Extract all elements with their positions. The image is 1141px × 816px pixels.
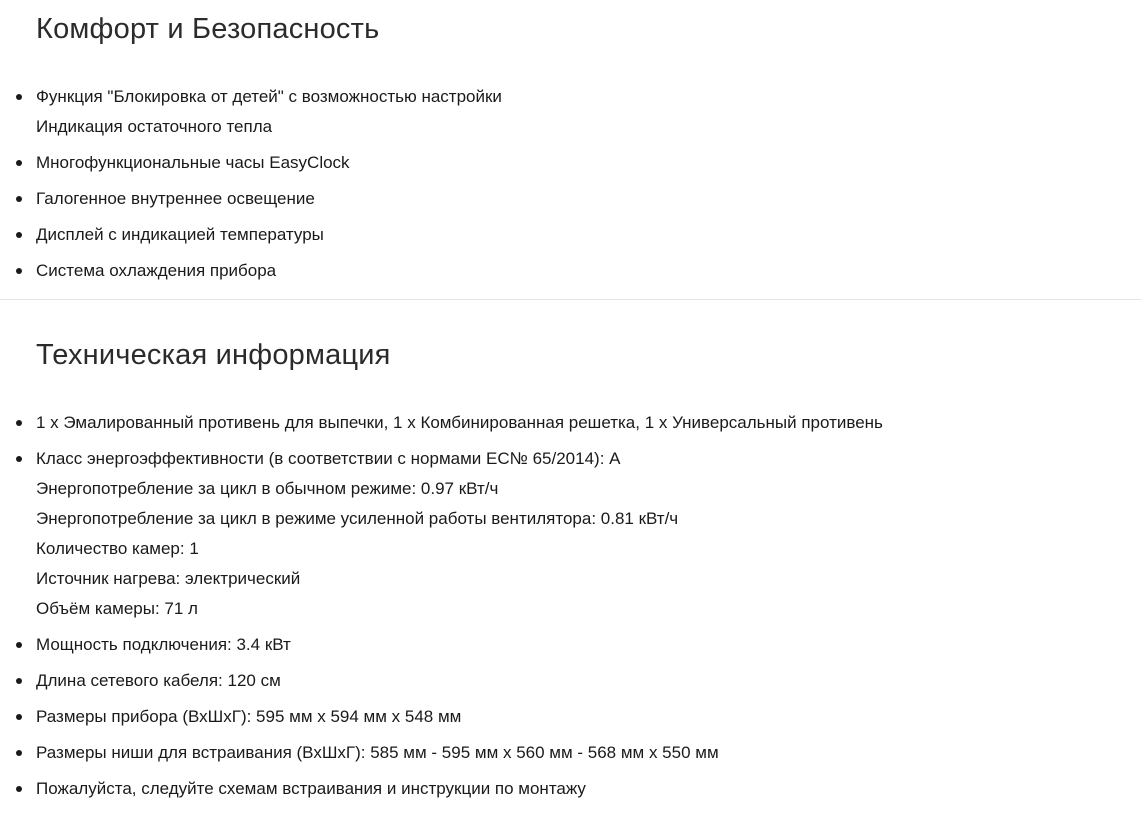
list-item — [36, 774, 1121, 804]
list-item-line: 1 x Эмалированный противень для выпечки, 1 x Комбинированная решетка, 1 x Универсальный противень — [36, 413, 883, 432]
list-item — [36, 738, 1121, 768]
list-item-line: Система охлаждения прибора — [36, 261, 277, 280]
list-item-line: Функция "Блокировка от детей" с возможностью настройки — [36, 87, 502, 106]
list-item-line: Пожалуйста, следуйте схемам встраивания и инструкции по монтажу — [36, 779, 586, 798]
list-item — [36, 184, 1121, 214]
list-item-line: Размеры ниши для встраивания (ВхШхГ): 585 мм - 595 мм x 560 мм - 568 мм x 550 мм — [36, 743, 719, 762]
list-item-line: Длина сетевого кабеля: 120 см — [36, 671, 281, 690]
list-item-line: Количество камер: 1 — [36, 539, 199, 558]
comfort-safety-feature-list — [0, 82, 1141, 286]
list-item-line: Объём камеры: 71 л — [36, 599, 198, 618]
list-item — [36, 220, 1121, 250]
technical-info-feature-list — [0, 408, 1141, 804]
section-title-technical-info: Техническая информация — [36, 339, 391, 371]
list-item — [36, 702, 1121, 732]
list-item — [36, 408, 1121, 438]
list-item-line: Галогенное внутреннее освещение — [36, 189, 315, 208]
section-technical-info — [0, 336, 1141, 804]
list-item-line: Источник нагрева: электрический — [36, 569, 301, 588]
list-item — [36, 444, 1121, 624]
section-divider — [0, 299, 1141, 300]
list-item-line: Индикация остаточного тепла — [36, 117, 273, 136]
list-item — [36, 256, 1121, 286]
list-item — [36, 666, 1121, 696]
list-item-line: Дисплей с индикацией температуры — [36, 225, 324, 244]
list-item-line: Многофункциональные часы EasyClock — [36, 153, 350, 172]
section-comfort-safety — [0, 0, 1141, 286]
list-item-line: Энергопотребление за цикл в режиме усиленной работы вентилятора: 0.81 кВт/ч — [36, 509, 679, 528]
list-item — [36, 630, 1121, 660]
list-item — [36, 148, 1121, 178]
list-item — [36, 82, 1121, 142]
list-item-line: Энергопотребление за цикл в обычном режиме: 0.97 кВт/ч — [36, 479, 499, 498]
section-title-comfort-safety: Комфорт и Безопасность — [36, 13, 380, 45]
list-item-line: Мощность подключения: 3.4 кВт — [36, 635, 291, 654]
list-item-line: Размеры прибора (ВхШхГ): 595 мм x 594 мм x 548 мм — [36, 707, 462, 726]
list-item-line: Класс энергоэффективности (в соответствии с нормами EC№ 65/2014): A — [36, 449, 621, 468]
